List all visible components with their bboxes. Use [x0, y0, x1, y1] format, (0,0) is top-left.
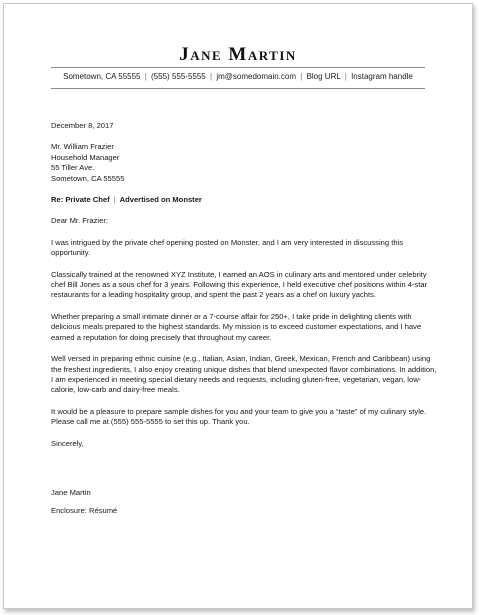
- contact-email[interactable]: jm@somedomain.com: [216, 72, 297, 81]
- paragraph: Well versed in preparing ethnic cuisine (e.g., Italian, Asian, Indian, Greek, Mexican, French and Caribbean) using the freshest ingredients, I also enjoy creating unique dishes that blend unexpected flavor combinations. In addition, I am experienced in meeting special dietary needs and requests, including gluten-free, vegetarian, vegan, low-calorie, low-carb and dairy-free meals.: [51, 354, 437, 395]
- subject-rest: Advertised on Monster: [119, 195, 202, 205]
- paragraph: It would be a pleasure to prepare sample dishes for you and your team to give you a “taste” of my culinary style. Please call me at (555) 555-5555 to set this up. Thank you.: [51, 406, 427, 427]
- enclosure-line: Enclosure: Résumé: [51, 506, 118, 516]
- contact-separator: |: [144, 72, 147, 81]
- letter-page: [3, 3, 473, 609]
- contact-line: [51, 72, 425, 81]
- letter-body: [51, 121, 437, 528]
- recipient-line: Sometown, CA 55555: [51, 173, 125, 183]
- contact-city: Sometown, CA 55555: [63, 72, 141, 81]
- letter-date: December 8, 2017: [51, 121, 114, 130]
- recipient-line: 55 Tiller Ave.: [51, 163, 95, 173]
- paragraph: Classically trained at the renowned XYZ Institute, I earned an AOS in culinary arts and mentored under celebrity chef Bill Jones as a sous chef for 3 years. Following this experience, I held executive chef positions within 4-star restaurants for a leading hospitality group, and spent the past 2 years as a chef on luxury yachts.: [51, 269, 428, 300]
- header-rule-bottom: [51, 88, 425, 89]
- contact-phone: (555) 555-5555: [151, 72, 206, 81]
- subject-line: [51, 195, 437, 205]
- recipient-line: Household Manager: [51, 152, 120, 162]
- signature-space: [51, 460, 437, 488]
- contact-separator: |: [210, 72, 213, 81]
- applicant-name: Jane Martin: [179, 44, 297, 65]
- salutation: Dear Mr. Frazier:: [51, 216, 108, 226]
- contact-instagram[interactable]: Instagram handle: [351, 72, 413, 81]
- paragraph: Whether preparing a small intimate dinner or a 7-course affair for 250+, I take pride in delighting clients with delicious meals prepared to the highest standards. My mission is to exceed customer expectations, and I have earned a reputation for doing precisely that throughout my career.: [51, 311, 422, 342]
- header-rule-top: [51, 67, 425, 68]
- subject-separator: |: [113, 195, 116, 205]
- recipient-line: Mr. William Frazier: [51, 142, 114, 152]
- contact-blog[interactable]: Blog URL: [306, 72, 341, 81]
- contact-separator: |: [300, 72, 303, 81]
- paragraph: I was intrigued by the private chef opening posted on Monster, and I am very interested in discussing this opportunity.: [51, 237, 404, 258]
- subject-re: Re: Private Chef: [51, 195, 110, 205]
- closing: Sincerely,: [51, 438, 84, 448]
- recipient-address: [51, 142, 437, 184]
- contact-separator: |: [344, 72, 347, 81]
- signature-name: Jane Martin: [51, 487, 91, 497]
